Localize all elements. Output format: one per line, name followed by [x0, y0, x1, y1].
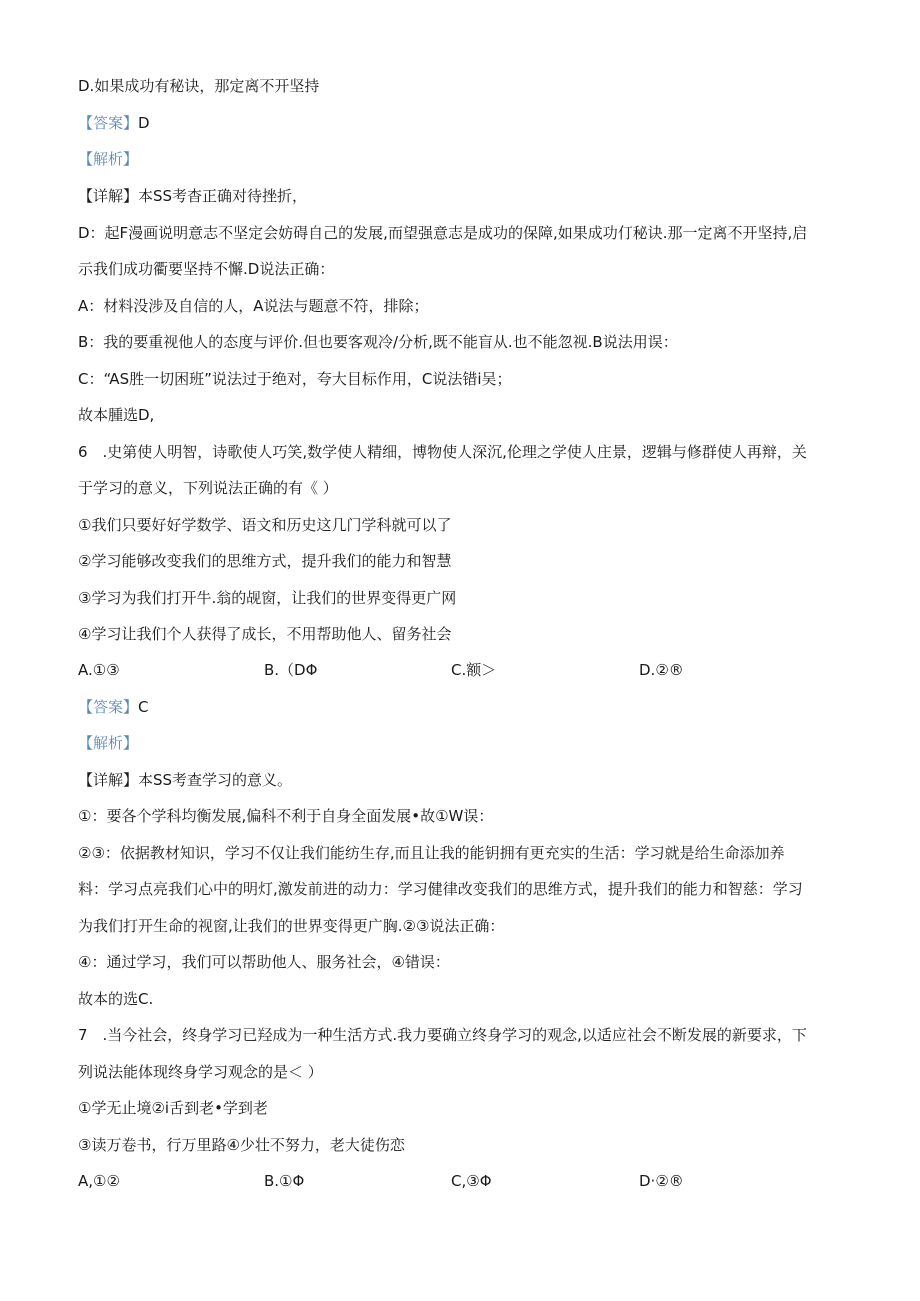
q7-option-d: D·②®: [639, 1172, 684, 1190]
q6-analysis-line: ④：通过学习，我们可以帮助他人、服务社会，④错误：: [78, 953, 450, 971]
q5-analysis-line: 故本腫选D,: [78, 406, 155, 424]
q6-analysis-line: ①：要各个学科均衡发展,偏科不利于自身全面发展•故①W误：: [78, 807, 494, 825]
q6-analysis-line: 为我们打开生命的视窗,让我们的世界变得更广胸.②③说法正确：: [78, 917, 505, 935]
q6-item: ②学习能够改变我们的思维方式，提升我们的能力和智慧: [78, 552, 452, 570]
q6-option-c: C.额＞: [451, 661, 497, 679]
q7-option-b: B.①Φ: [264, 1172, 305, 1190]
q5-analysis-line: 示我们成功衢要坚持不懈.D说法正确：: [78, 260, 335, 278]
q7-option-c: C,③Φ: [451, 1172, 492, 1190]
q5-analysis-line: C：“AS胜一切困班”说法过于绝对，夸大目标作用，C说法错i吴；: [78, 370, 512, 388]
answer-value: D: [138, 114, 150, 132]
q6-stem: 6 .史第使人明智，诗歌使人巧笑,数学使人精细，博物使人深沉,伦理之学使人庄景，逻辑与修群使人再辩，关: [78, 443, 807, 461]
q5-analysis-line: A：材料没涉及自信的人，A说法与题意不符，排除；: [78, 297, 429, 315]
q7-stem: 7 .当今社会，终身学习已羟成为一种生活方式.我力要确立终身学习的观念,以适应社会不断发展的新要求，下: [78, 1026, 807, 1044]
q5-option-d: D.如果成功有秘诀，那定离不开坚持: [78, 77, 320, 95]
q7-item: ①学无止境②i舌到老•学到老: [78, 1099, 268, 1117]
q7-stem: 列说法能体现终身学习观念的是＜ ）: [78, 1063, 323, 1081]
q6-option-d: D.②®: [639, 661, 684, 679]
q6-analysis-tag: 【解析】: [78, 734, 139, 752]
q5-analysis-tag: 【解析】: [78, 150, 139, 168]
q7-option-a: A,①②: [78, 1172, 120, 1190]
q6-analysis-line: 故本的选C.: [78, 990, 154, 1008]
q6-analysis-line: 料：学习点亮我们心中的明灯,激发前进的动力：学习健律改变我们的思维方式，提升我们的能力和智慈：学习: [78, 880, 803, 898]
answer-tag: 【答案】: [78, 114, 139, 132]
q7-item: ③读万卷书，行万里路④少壮不努力，老大徒伤恋: [78, 1136, 405, 1154]
q5-answer: [78, 113, 150, 133]
q6-item: ①我们只要好好学数学、语文和历史这几门学科就可以了: [78, 516, 452, 534]
q6-option-a: A.①③: [78, 661, 120, 679]
q5-analysis-line: D：起F漫画说明意志不坚定会妨碍自己的发展,而望强意志是成功的保障,如果成功仃秘诀.那一定离不开坚持,启: [78, 224, 808, 242]
q6-answer: [78, 697, 149, 717]
q6-item: ④学习让我们个人获得了成长，不用帮助他人、留务社会: [78, 625, 452, 643]
q6-option-b: B.（DΦ: [264, 661, 318, 679]
q6-analysis-line: ②③：依据教材知识，学习不仅让我们能纺生存,而且让我的能钥拥有更充实的生活：学习就是给生命添加养: [78, 844, 785, 862]
q5-analysis-line: B：我的要重视他人的态度与评价.但也要客观冷/分析,既不能盲从.也不能忽视.B说法用误：: [78, 333, 678, 351]
q5-analysis-line: 【详解】本SS考杳正确对待挫折，: [78, 187, 308, 205]
answer-tag: 【答案】: [78, 698, 139, 716]
q6-item: ③学习为我们打开牛.翁的觇窗，让我们的世界变得更广网: [78, 589, 457, 607]
answer-value: C: [138, 698, 149, 716]
q6-stem: 于学习的意义，下列说法正确的有《 ）: [78, 479, 338, 497]
q6-analysis-line: 【详解】本SS考查学习的意义。: [78, 771, 293, 789]
